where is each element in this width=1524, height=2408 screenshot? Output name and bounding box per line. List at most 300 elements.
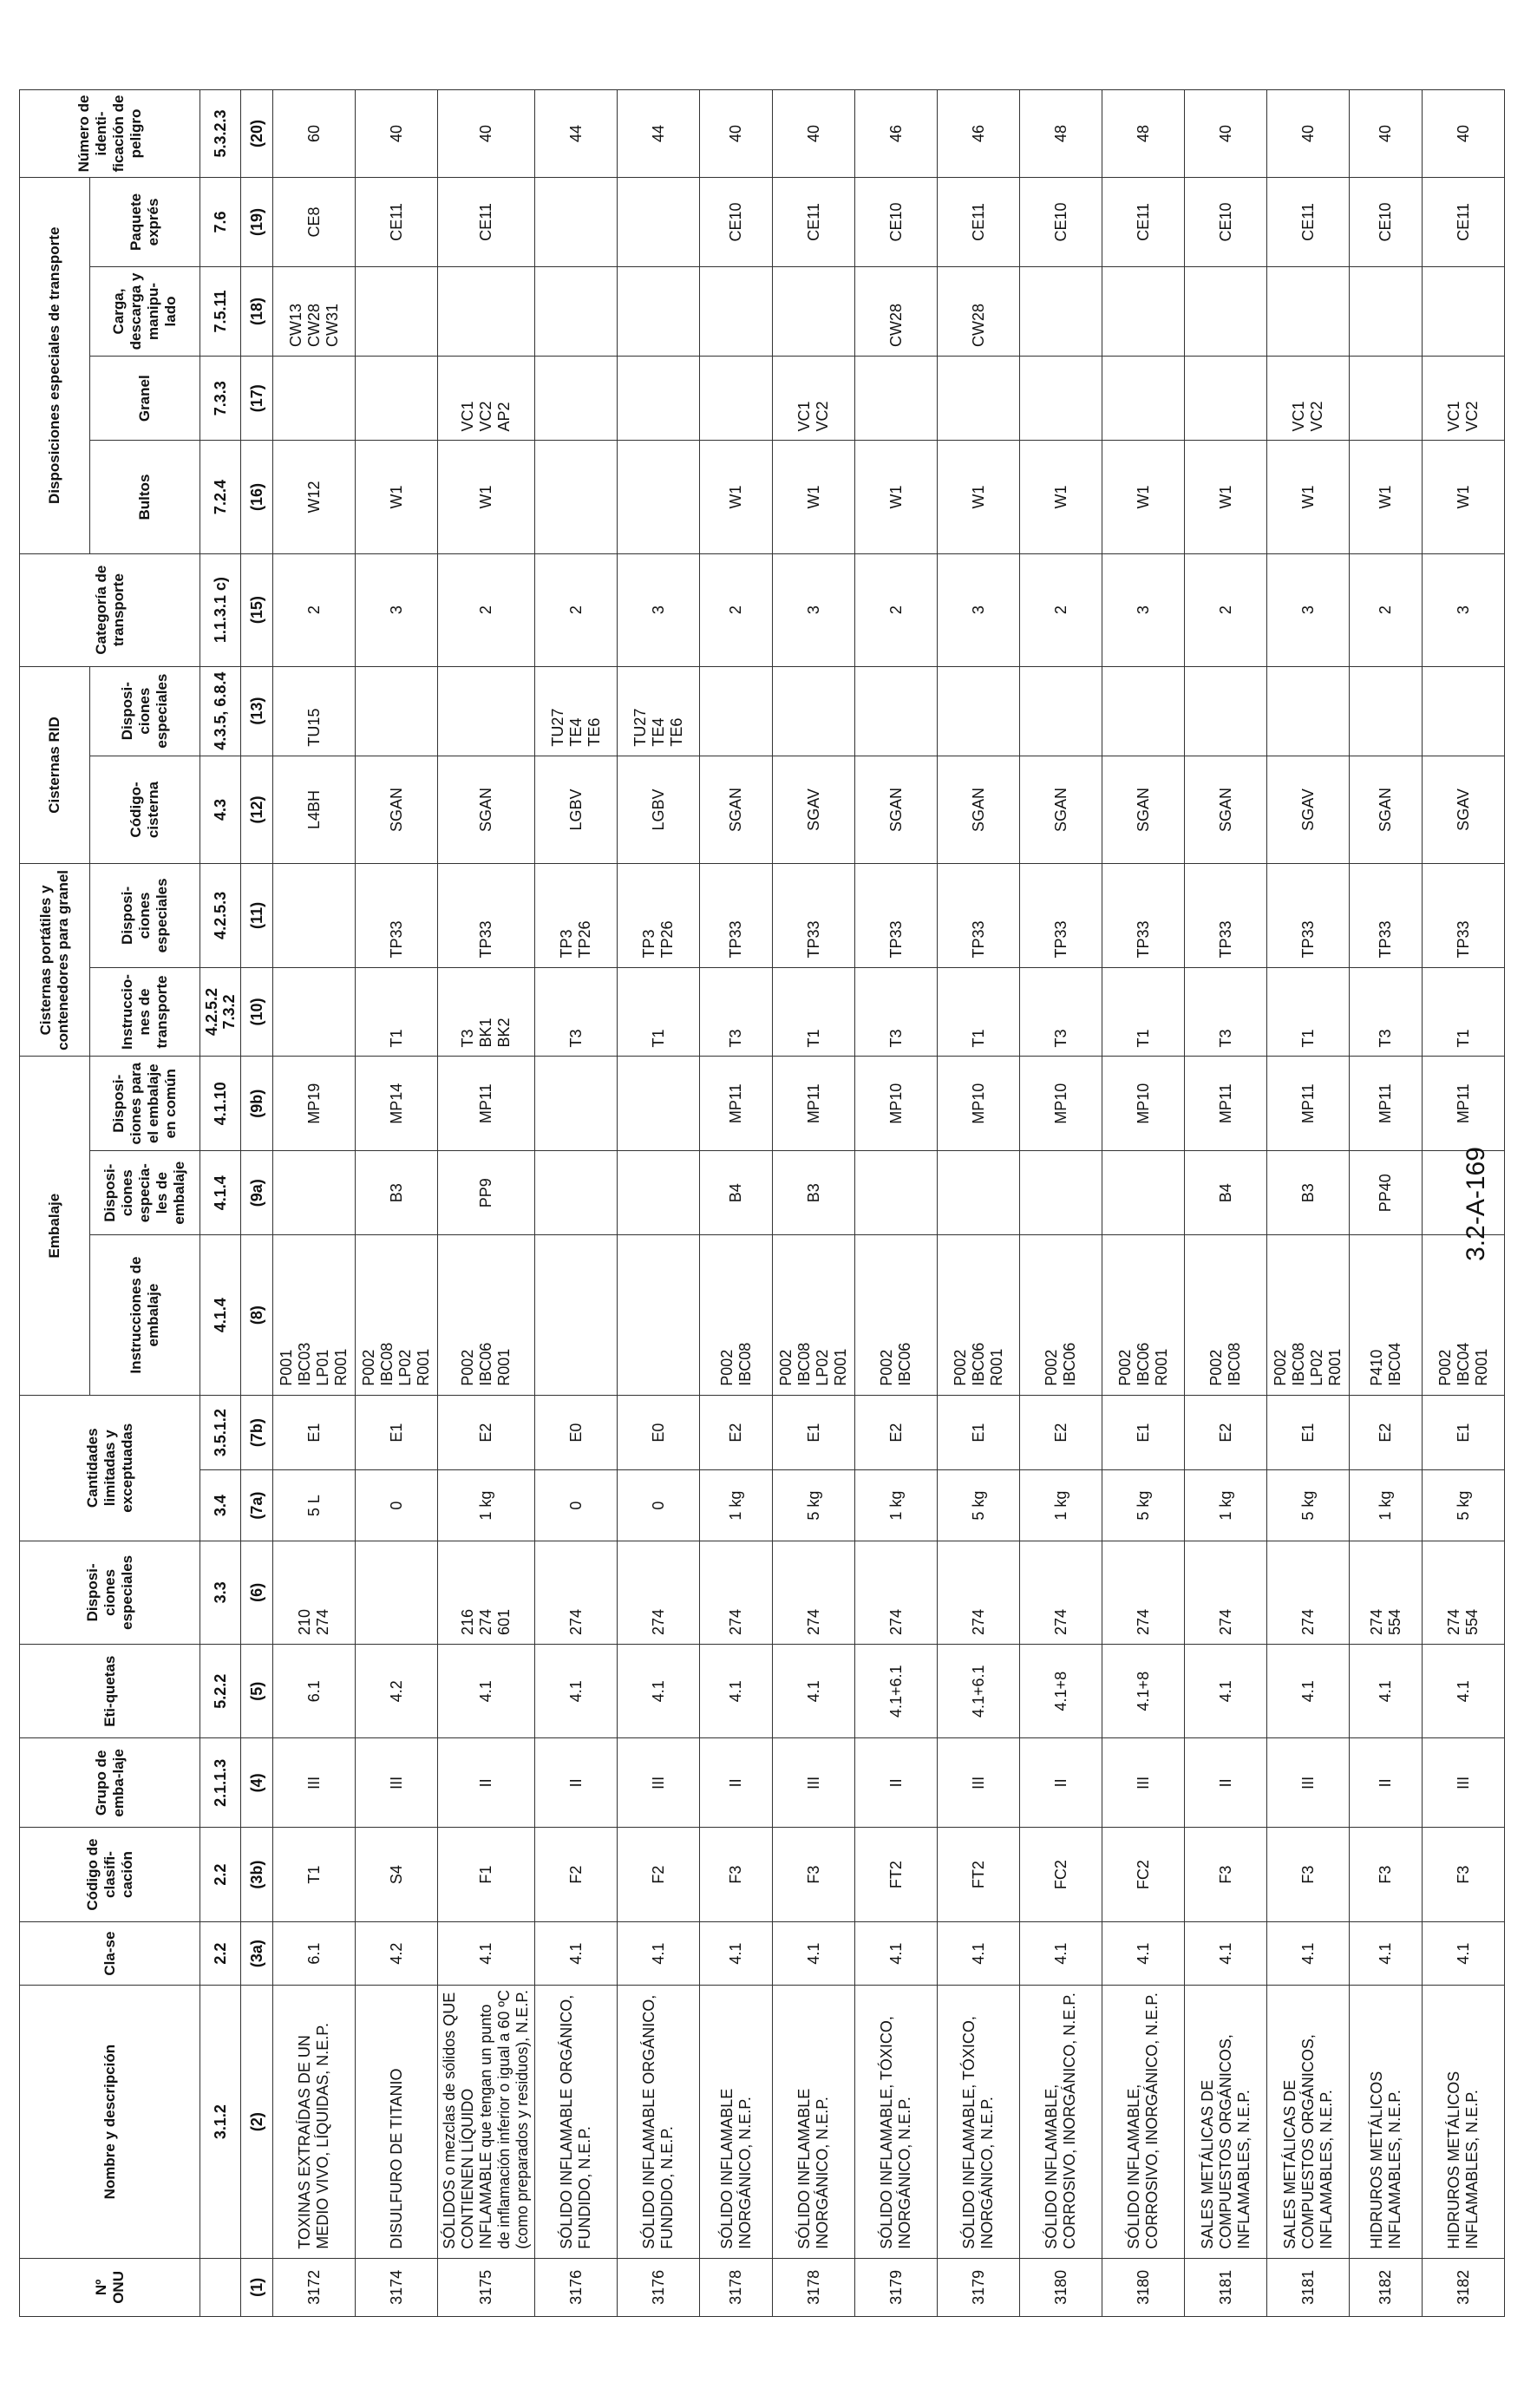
- tank-code-cell: SGAN: [356, 756, 438, 864]
- class-cell: 4.1: [938, 1921, 1020, 1986]
- packages-cell: [618, 441, 700, 553]
- tank-code-cell: SGAV: [1267, 756, 1350, 864]
- packing-group-cell: II: [855, 1738, 938, 1828]
- class-cell: 4.1: [1350, 1921, 1423, 1986]
- labels-cell: 4.1: [618, 1645, 700, 1738]
- portable-special-cell: TP33: [773, 864, 855, 967]
- loading-cell: [1185, 266, 1267, 356]
- special-packing-cell: [618, 1150, 700, 1235]
- header-portable-tanks: Cisternas portátiles y contenedores para granel: [20, 864, 90, 1057]
- ref-cell: 3.3: [200, 1541, 241, 1644]
- excepted-quantity-cell: E2: [855, 1395, 938, 1470]
- bulk-cell: [1350, 356, 1423, 441]
- packing-instructions-cell: P002 IBC08 LP02 R001: [773, 1235, 855, 1395]
- excepted-quantity-cell: E0: [535, 1395, 618, 1470]
- un-number-cell: 3175: [438, 2258, 535, 2316]
- mixed-packing-cell: MP10: [938, 1057, 1020, 1150]
- limited-quantity-cell: 5 kg: [773, 1470, 855, 1541]
- col-number: (16): [241, 441, 273, 553]
- special-provisions-cell: 274 554: [1423, 1541, 1505, 1644]
- tank-special-cell: [1102, 666, 1185, 756]
- table-body: [273, 90, 1505, 2317]
- classification-code-cell: F1: [438, 1828, 535, 1921]
- classification-code-cell: S4: [356, 1828, 438, 1921]
- packages-cell: W1: [773, 441, 855, 553]
- hazard-id-cell: 40: [700, 90, 773, 178]
- mixed-packing-cell: MP11: [438, 1057, 535, 1150]
- header-special-provisions: Disposi-ciones especiales: [20, 1541, 200, 1644]
- class-cell: 4.1: [1185, 1921, 1267, 1986]
- class-cell: 4.1: [1423, 1921, 1505, 1986]
- classification-code-cell: F3: [1423, 1828, 1505, 1921]
- un-number-cell: 3179: [938, 2258, 1020, 2316]
- ref-cell: 3.1.2: [200, 1986, 241, 2258]
- ref-cell: 4.1.10: [200, 1057, 241, 1150]
- name-cell: SÓLIDO INFLAMABLE, TÓXICO, INORGÁNICO, N.E.P.: [855, 1986, 938, 2258]
- header-hazard-id: Número de identi-ficación de peligro: [20, 90, 200, 178]
- hazard-id-cell: 60: [273, 90, 356, 178]
- name-cell: SÓLIDO INFLAMABLE, TÓXICO, INORGÁNICO, N.E.P.: [938, 1986, 1020, 2258]
- portable-instructions-cell: T3: [700, 967, 773, 1057]
- tank-special-cell: [356, 666, 438, 756]
- class-cell: 4.1: [700, 1921, 773, 1986]
- portable-instructions-cell: T3: [1350, 967, 1423, 1057]
- packing-group-cell: II: [1185, 1738, 1267, 1828]
- col-number: (11): [241, 864, 273, 967]
- classification-code-cell: F3: [773, 1828, 855, 1921]
- mixed-packing-cell: MP11: [700, 1057, 773, 1150]
- table-row: [438, 90, 535, 2317]
- header-portable-special: Disposi-ciones especiales: [90, 864, 200, 967]
- portable-instructions-cell: T1: [1267, 967, 1350, 1057]
- mixed-packing-cell: MP10: [1020, 1057, 1102, 1150]
- table-row: [855, 90, 938, 2317]
- limited-quantity-cell: 1 kg: [1350, 1470, 1423, 1541]
- col-number: (8): [241, 1235, 273, 1395]
- special-packing-cell: PP9: [438, 1150, 535, 1235]
- packing-instructions-cell: [535, 1235, 618, 1395]
- portable-special-cell: TP33: [356, 864, 438, 967]
- header-class: Cla-se: [20, 1921, 200, 1986]
- labels-cell: 4.1: [438, 1645, 535, 1738]
- un-number-cell: 3182: [1423, 2258, 1505, 2316]
- table-row: [1185, 90, 1267, 2317]
- loading-cell: CW13 CW28 CW31: [273, 266, 356, 356]
- portable-instructions-cell: T3: [1020, 967, 1102, 1057]
- class-cell: 4.1: [618, 1921, 700, 1986]
- classification-code-cell: F3: [1267, 1828, 1350, 1921]
- transport-category-cell: 2: [1020, 553, 1102, 666]
- packages-cell: W1: [938, 441, 1020, 553]
- special-provisions-cell: 274: [938, 1541, 1020, 1644]
- special-packing-cell: B3: [773, 1150, 855, 1235]
- hazard-id-cell: 40: [356, 90, 438, 178]
- mixed-packing-cell: MP11: [773, 1057, 855, 1150]
- special-provisions-cell: 274: [535, 1541, 618, 1644]
- classification-code-cell: FC2: [1020, 1828, 1102, 1921]
- class-cell: 4.1: [535, 1921, 618, 1986]
- table-header: [20, 90, 273, 2317]
- packages-cell: W12: [273, 441, 356, 553]
- mixed-packing-cell: MP10: [855, 1057, 938, 1150]
- packing-instructions-cell: P002 IBC04 R001: [1423, 1235, 1505, 1395]
- limited-quantity-cell: 0: [618, 1470, 700, 1541]
- special-provisions-cell: 274: [855, 1541, 938, 1644]
- header-packages: Bultos: [90, 441, 200, 553]
- bulk-cell: [618, 356, 700, 441]
- col-number: (2): [241, 1986, 273, 2258]
- ref-cell: 4.2.5.3: [200, 864, 241, 967]
- labels-cell: 4.1: [535, 1645, 618, 1738]
- un-number-cell: 3181: [1185, 2258, 1267, 2316]
- packing-instructions-cell: P002 IBC08: [700, 1235, 773, 1395]
- portable-special-cell: [273, 864, 356, 967]
- loading-cell: [535, 266, 618, 356]
- classification-code-cell: F2: [618, 1828, 700, 1921]
- tank-code-cell: SGAV: [1423, 756, 1505, 864]
- name-cell: SÓLIDOS o mezclas de sólidos QUE CONTIENEN LÍQUIDO INFLAMABLE que tengan un punto de inflamación inferior o igual a 60 ºC (como preparados y residuos), N.E.P.: [438, 1986, 535, 2258]
- table-row: [356, 90, 438, 2317]
- header-loading: Carga, descarga y manipu-lado: [90, 266, 200, 356]
- packing-instructions-cell: P002 IBC06: [1020, 1235, 1102, 1395]
- special-packing-cell: [535, 1150, 618, 1235]
- excepted-quantity-cell: E2: [1350, 1395, 1423, 1470]
- transport-category-cell: 2: [438, 553, 535, 666]
- mixed-packing-cell: [535, 1057, 618, 1150]
- table-row: [535, 90, 618, 2317]
- hazard-id-cell: 40: [1185, 90, 1267, 178]
- bulk-cell: [535, 356, 618, 441]
- portable-instructions-cell: T3: [855, 967, 938, 1057]
- labels-cell: 4.1+8: [1102, 1645, 1185, 1738]
- hazard-id-cell: 40: [1267, 90, 1350, 178]
- portable-special-cell: TP33: [1350, 864, 1423, 967]
- name-cell: SÓLIDO INFLAMABLE INORGÁNICO, N.E.P.: [773, 1986, 855, 2258]
- name-cell: SALES METÁLICAS DE COMPUESTOS ORGÁNICOS, INFLAMABLES, N.E.P.: [1267, 1986, 1350, 2258]
- ref-cell: 4.1.4: [200, 1235, 241, 1395]
- un-number-cell: 3178: [773, 2258, 855, 2316]
- portable-special-cell: TP33: [700, 864, 773, 967]
- labels-cell: 4.1: [1267, 1645, 1350, 1738]
- excepted-quantity-cell: E0: [618, 1395, 700, 1470]
- express-cell: CE10: [1350, 177, 1423, 266]
- packing-group-cell: II: [535, 1738, 618, 1828]
- bulk-cell: [855, 356, 938, 441]
- hazard-id-cell: 40: [1423, 90, 1505, 178]
- reference-row: [200, 90, 241, 2317]
- excepted-quantity-cell: E1: [1267, 1395, 1350, 1470]
- bulk-cell: VC1 VC2 AP2: [438, 356, 535, 441]
- classification-code-cell: FT2: [855, 1828, 938, 1921]
- header-labels: Eti-quetas: [20, 1645, 200, 1738]
- col-number: (7a): [241, 1470, 273, 1541]
- header-un-no: Nº ONU: [20, 2258, 200, 2316]
- portable-instructions-cell: T1: [618, 967, 700, 1057]
- tank-code-cell: SGAN: [1185, 756, 1267, 864]
- header-tank-code: Código-cisterna: [90, 756, 200, 864]
- class-cell: 4.1: [438, 1921, 535, 1986]
- hazard-id-cell: 44: [618, 90, 700, 178]
- express-cell: [535, 177, 618, 266]
- loading-cell: [438, 266, 535, 356]
- portable-instructions-cell: T1: [938, 967, 1020, 1057]
- name-cell: HIDRUROS METÁLICOS INFLAMABLES, N.E.P.: [1350, 1986, 1423, 2258]
- special-provisions-cell: 274: [1102, 1541, 1185, 1644]
- name-cell: SALES METÁLICAS DE COMPUESTOS ORGÁNICOS, INFLAMABLES, N.E.P.: [1185, 1986, 1267, 2258]
- special-packing-cell: [1020, 1150, 1102, 1235]
- col-number: (7b): [241, 1395, 273, 1470]
- packages-cell: W1: [1423, 441, 1505, 553]
- bulk-cell: VC1 VC2: [773, 356, 855, 441]
- loading-cell: [1102, 266, 1185, 356]
- table-row: [1267, 90, 1350, 2317]
- header-special-transport: Disposiciones especiales de transporte: [20, 177, 90, 553]
- special-packing-cell: [273, 1150, 356, 1235]
- hazard-id-cell: 46: [855, 90, 938, 178]
- tank-code-cell: SGAN: [1102, 756, 1185, 864]
- express-cell: CE11: [938, 177, 1020, 266]
- classification-code-cell: F3: [700, 1828, 773, 1921]
- name-cell: SÓLIDO INFLAMABLE, CORROSIVO, INORGÁNICO, N.E.P.: [1102, 1986, 1185, 2258]
- packing-instructions-cell: P001 IBC03 LP01 R001: [273, 1235, 356, 1395]
- bulk-cell: [1102, 356, 1185, 441]
- col-number: (3a): [241, 1921, 273, 1986]
- express-cell: CE10: [1020, 177, 1102, 266]
- packing-instructions-cell: P002 IBC08 LP02 R001: [1267, 1235, 1350, 1395]
- classification-code-cell: T1: [273, 1828, 356, 1921]
- header-packing-group: Grupo de emba-laje: [20, 1738, 200, 1828]
- special-provisions-cell: 274: [773, 1541, 855, 1644]
- header-name: Nombre y descripción: [20, 1986, 200, 2258]
- col-number: (10): [241, 967, 273, 1057]
- limited-quantity-cell: 0: [535, 1470, 618, 1541]
- hazard-id-cell: 48: [1102, 90, 1185, 178]
- classification-code-cell: FT2: [938, 1828, 1020, 1921]
- header-express: Paquete exprés: [90, 177, 200, 266]
- special-provisions-cell: 274: [700, 1541, 773, 1644]
- express-cell: [618, 177, 700, 266]
- header-bulk: Granel: [90, 356, 200, 441]
- ref-cell: 2.2: [200, 1828, 241, 1921]
- portable-instructions-cell: T3: [1185, 967, 1267, 1057]
- header-special-packing-provisions: Disposi-ciones especia-les de embalaje: [90, 1150, 200, 1235]
- header-packing-instructions: Instrucciones de embalaje: [90, 1235, 200, 1395]
- table-row: [700, 90, 773, 2317]
- portable-special-cell: TP33: [1020, 864, 1102, 967]
- excepted-quantity-cell: E2: [700, 1395, 773, 1470]
- packing-instructions-cell: P410 IBC04: [1350, 1235, 1423, 1395]
- hazard-id-cell: 40: [773, 90, 855, 178]
- transport-category-cell: 3: [773, 553, 855, 666]
- excepted-quantity-cell: E2: [1185, 1395, 1267, 1470]
- packing-instructions-cell: P002 IBC06: [855, 1235, 938, 1395]
- packages-cell: W1: [1350, 441, 1423, 553]
- ref-cell: 4.3: [200, 756, 241, 864]
- header-tank-special: Disposi-ciones especiales: [90, 666, 200, 756]
- tank-code-cell: L4BH: [273, 756, 356, 864]
- portable-special-cell: TP33: [855, 864, 938, 967]
- bulk-cell: [356, 356, 438, 441]
- name-cell: SÓLIDO INFLAMABLE ORGÁNICO, FUNDIDO, N.E.P.: [618, 1986, 700, 2258]
- col-number: (9a): [241, 1150, 273, 1235]
- tank-code-cell: LGBV: [535, 756, 618, 864]
- express-cell: CE11: [438, 177, 535, 266]
- special-provisions-cell: 274: [1267, 1541, 1350, 1644]
- hazard-id-cell: 40: [438, 90, 535, 178]
- loading-cell: [773, 266, 855, 356]
- class-cell: 4.1: [1020, 1921, 1102, 1986]
- un-number-cell: 3172: [273, 2258, 356, 2316]
- table-row: [1020, 90, 1102, 2317]
- limited-quantity-cell: 1 kg: [438, 1470, 535, 1541]
- packages-cell: W1: [1102, 441, 1185, 553]
- ref-cell: 7.6: [200, 177, 241, 266]
- transport-category-cell: 2: [273, 553, 356, 666]
- ref-cell: 4.3.5, 6.8.4: [200, 666, 241, 756]
- packages-cell: W1: [1185, 441, 1267, 553]
- class-cell: 4.1: [1267, 1921, 1350, 1986]
- special-provisions-cell: 210 274: [273, 1541, 356, 1644]
- packing-instructions-cell: P002 IBC06 R001: [438, 1235, 535, 1395]
- ref-cell: 2.2: [200, 1921, 241, 1986]
- packages-cell: W1: [855, 441, 938, 553]
- portable-special-cell: TP33: [1102, 864, 1185, 967]
- col-number: (12): [241, 756, 273, 864]
- special-packing-cell: B4: [1185, 1150, 1267, 1235]
- col-number: (1): [241, 2258, 273, 2316]
- limited-quantity-cell: 0: [356, 1470, 438, 1541]
- col-number: (17): [241, 356, 273, 441]
- loading-cell: [700, 266, 773, 356]
- labels-cell: 4.1: [773, 1645, 855, 1738]
- packing-instructions-cell: [618, 1235, 700, 1395]
- transport-category-cell: 2: [1185, 553, 1267, 666]
- ref-cell: 2.1.1.3: [200, 1738, 241, 1828]
- express-cell: CE11: [1423, 177, 1505, 266]
- tank-special-cell: [1267, 666, 1350, 756]
- col-number: (20): [241, 90, 273, 178]
- page-number: 3.2-A-169: [1462, 1147, 1490, 1261]
- portable-special-cell: TP33: [1267, 864, 1350, 967]
- portable-instructions-cell: T3 BK1 BK2: [438, 967, 535, 1057]
- excepted-quantity-cell: E1: [773, 1395, 855, 1470]
- special-packing-cell: [855, 1150, 938, 1235]
- labels-cell: 4.1+6.1: [855, 1645, 938, 1738]
- class-cell: 4.1: [1102, 1921, 1185, 1986]
- tank-special-cell: TU27 TE4 TE6: [535, 666, 618, 756]
- table-row: [1102, 90, 1185, 2317]
- name-cell: HIDRUROS METÁLICOS INFLAMABLES, N.E.P.: [1423, 1986, 1505, 2258]
- express-cell: CE11: [356, 177, 438, 266]
- col-number: (15): [241, 553, 273, 666]
- mixed-packing-cell: MP11: [1185, 1057, 1267, 1150]
- excepted-quantity-cell: E1: [938, 1395, 1020, 1470]
- transport-category-cell: 2: [1350, 553, 1423, 666]
- packing-group-cell: II: [1350, 1738, 1423, 1828]
- header-limited-quantities: Cantidades limitadas y exceptuadas: [20, 1395, 200, 1541]
- transport-category-cell: 3: [1423, 553, 1505, 666]
- header-mixed-packing-provisions: Disposi-ciones para el embalaje en común: [90, 1057, 200, 1150]
- limited-quantity-cell: 1 kg: [855, 1470, 938, 1541]
- ref-cell: 7.2.4: [200, 441, 241, 553]
- limited-quantity-cell: 5 kg: [1423, 1470, 1505, 1541]
- portable-special-cell: TP33: [1185, 864, 1267, 967]
- transport-category-cell: 3: [356, 553, 438, 666]
- tank-special-cell: [438, 666, 535, 756]
- limited-quantity-cell: 5 L: [273, 1470, 356, 1541]
- ref-cell: 5.3.2.3: [200, 90, 241, 178]
- tank-special-cell: [938, 666, 1020, 756]
- un-number-cell: 3180: [1020, 2258, 1102, 2316]
- special-packing-cell: [938, 1150, 1020, 1235]
- tank-special-cell: TU27 TE4 TE6: [618, 666, 700, 756]
- name-cell: SÓLIDO INFLAMABLE ORGÁNICO, FUNDIDO, N.E.P.: [535, 1986, 618, 2258]
- class-cell: 4.1: [855, 1921, 938, 1986]
- packages-cell: W1: [356, 441, 438, 553]
- col-number: (4): [241, 1738, 273, 1828]
- loading-cell: [1020, 266, 1102, 356]
- mixed-packing-cell: [618, 1057, 700, 1150]
- header-packaging: Embalaje: [20, 1057, 90, 1395]
- column-number-row: [241, 90, 273, 2317]
- ref-cell: 3.5.1.2: [200, 1395, 241, 1470]
- tank-code-cell: SGAN: [1020, 756, 1102, 864]
- excepted-quantity-cell: E1: [273, 1395, 356, 1470]
- limited-quantity-cell: 1 kg: [1020, 1470, 1102, 1541]
- excepted-quantity-cell: E1: [1423, 1395, 1505, 1470]
- loading-cell: [1350, 266, 1423, 356]
- classification-code-cell: F3: [1350, 1828, 1423, 1921]
- header-transport-category: Categoría de transporte: [20, 553, 200, 666]
- transport-category-cell: 2: [535, 553, 618, 666]
- un-number-cell: 3176: [535, 2258, 618, 2316]
- packing-instructions-cell: P002 IBC08 LP02 R001: [356, 1235, 438, 1395]
- mixed-packing-cell: MP10: [1102, 1057, 1185, 1150]
- special-packing-cell: B4: [700, 1150, 773, 1235]
- col-number: (5): [241, 1645, 273, 1738]
- portable-instructions-cell: [273, 967, 356, 1057]
- packing-group-cell: III: [618, 1738, 700, 1828]
- transport-category-cell: 3: [1267, 553, 1350, 666]
- packing-instructions-cell: P002 IBC06 R001: [1102, 1235, 1185, 1395]
- special-packing-cell: [1102, 1150, 1185, 1235]
- limited-quantity-cell: 5 kg: [1102, 1470, 1185, 1541]
- col-number: (19): [241, 177, 273, 266]
- packages-cell: [535, 441, 618, 553]
- mixed-packing-cell: MP11: [1423, 1057, 1505, 1150]
- tank-special-cell: [700, 666, 773, 756]
- tank-code-cell: SGAN: [855, 756, 938, 864]
- packages-cell: W1: [700, 441, 773, 553]
- bulk-cell: VC1 VC2: [1423, 356, 1505, 441]
- ref-cell: 4.1.4: [200, 1150, 241, 1235]
- ref-cell: 5.2.2: [200, 1645, 241, 1738]
- bulk-cell: [700, 356, 773, 441]
- labels-cell: 4.1: [1423, 1645, 1505, 1738]
- tank-special-cell: [855, 666, 938, 756]
- excepted-quantity-cell: E2: [438, 1395, 535, 1470]
- transport-category-cell: 2: [700, 553, 773, 666]
- mixed-packing-cell: MP11: [1350, 1057, 1423, 1150]
- express-cell: CE10: [1185, 177, 1267, 266]
- class-cell: 6.1: [273, 1921, 356, 1986]
- portable-special-cell: TP3 TP26: [618, 864, 700, 967]
- loading-cell: [356, 266, 438, 356]
- un-number-cell: 3180: [1102, 2258, 1185, 2316]
- col-number: (9b): [241, 1057, 273, 1150]
- loading-cell: CW28: [938, 266, 1020, 356]
- loading-cell: CW28: [855, 266, 938, 356]
